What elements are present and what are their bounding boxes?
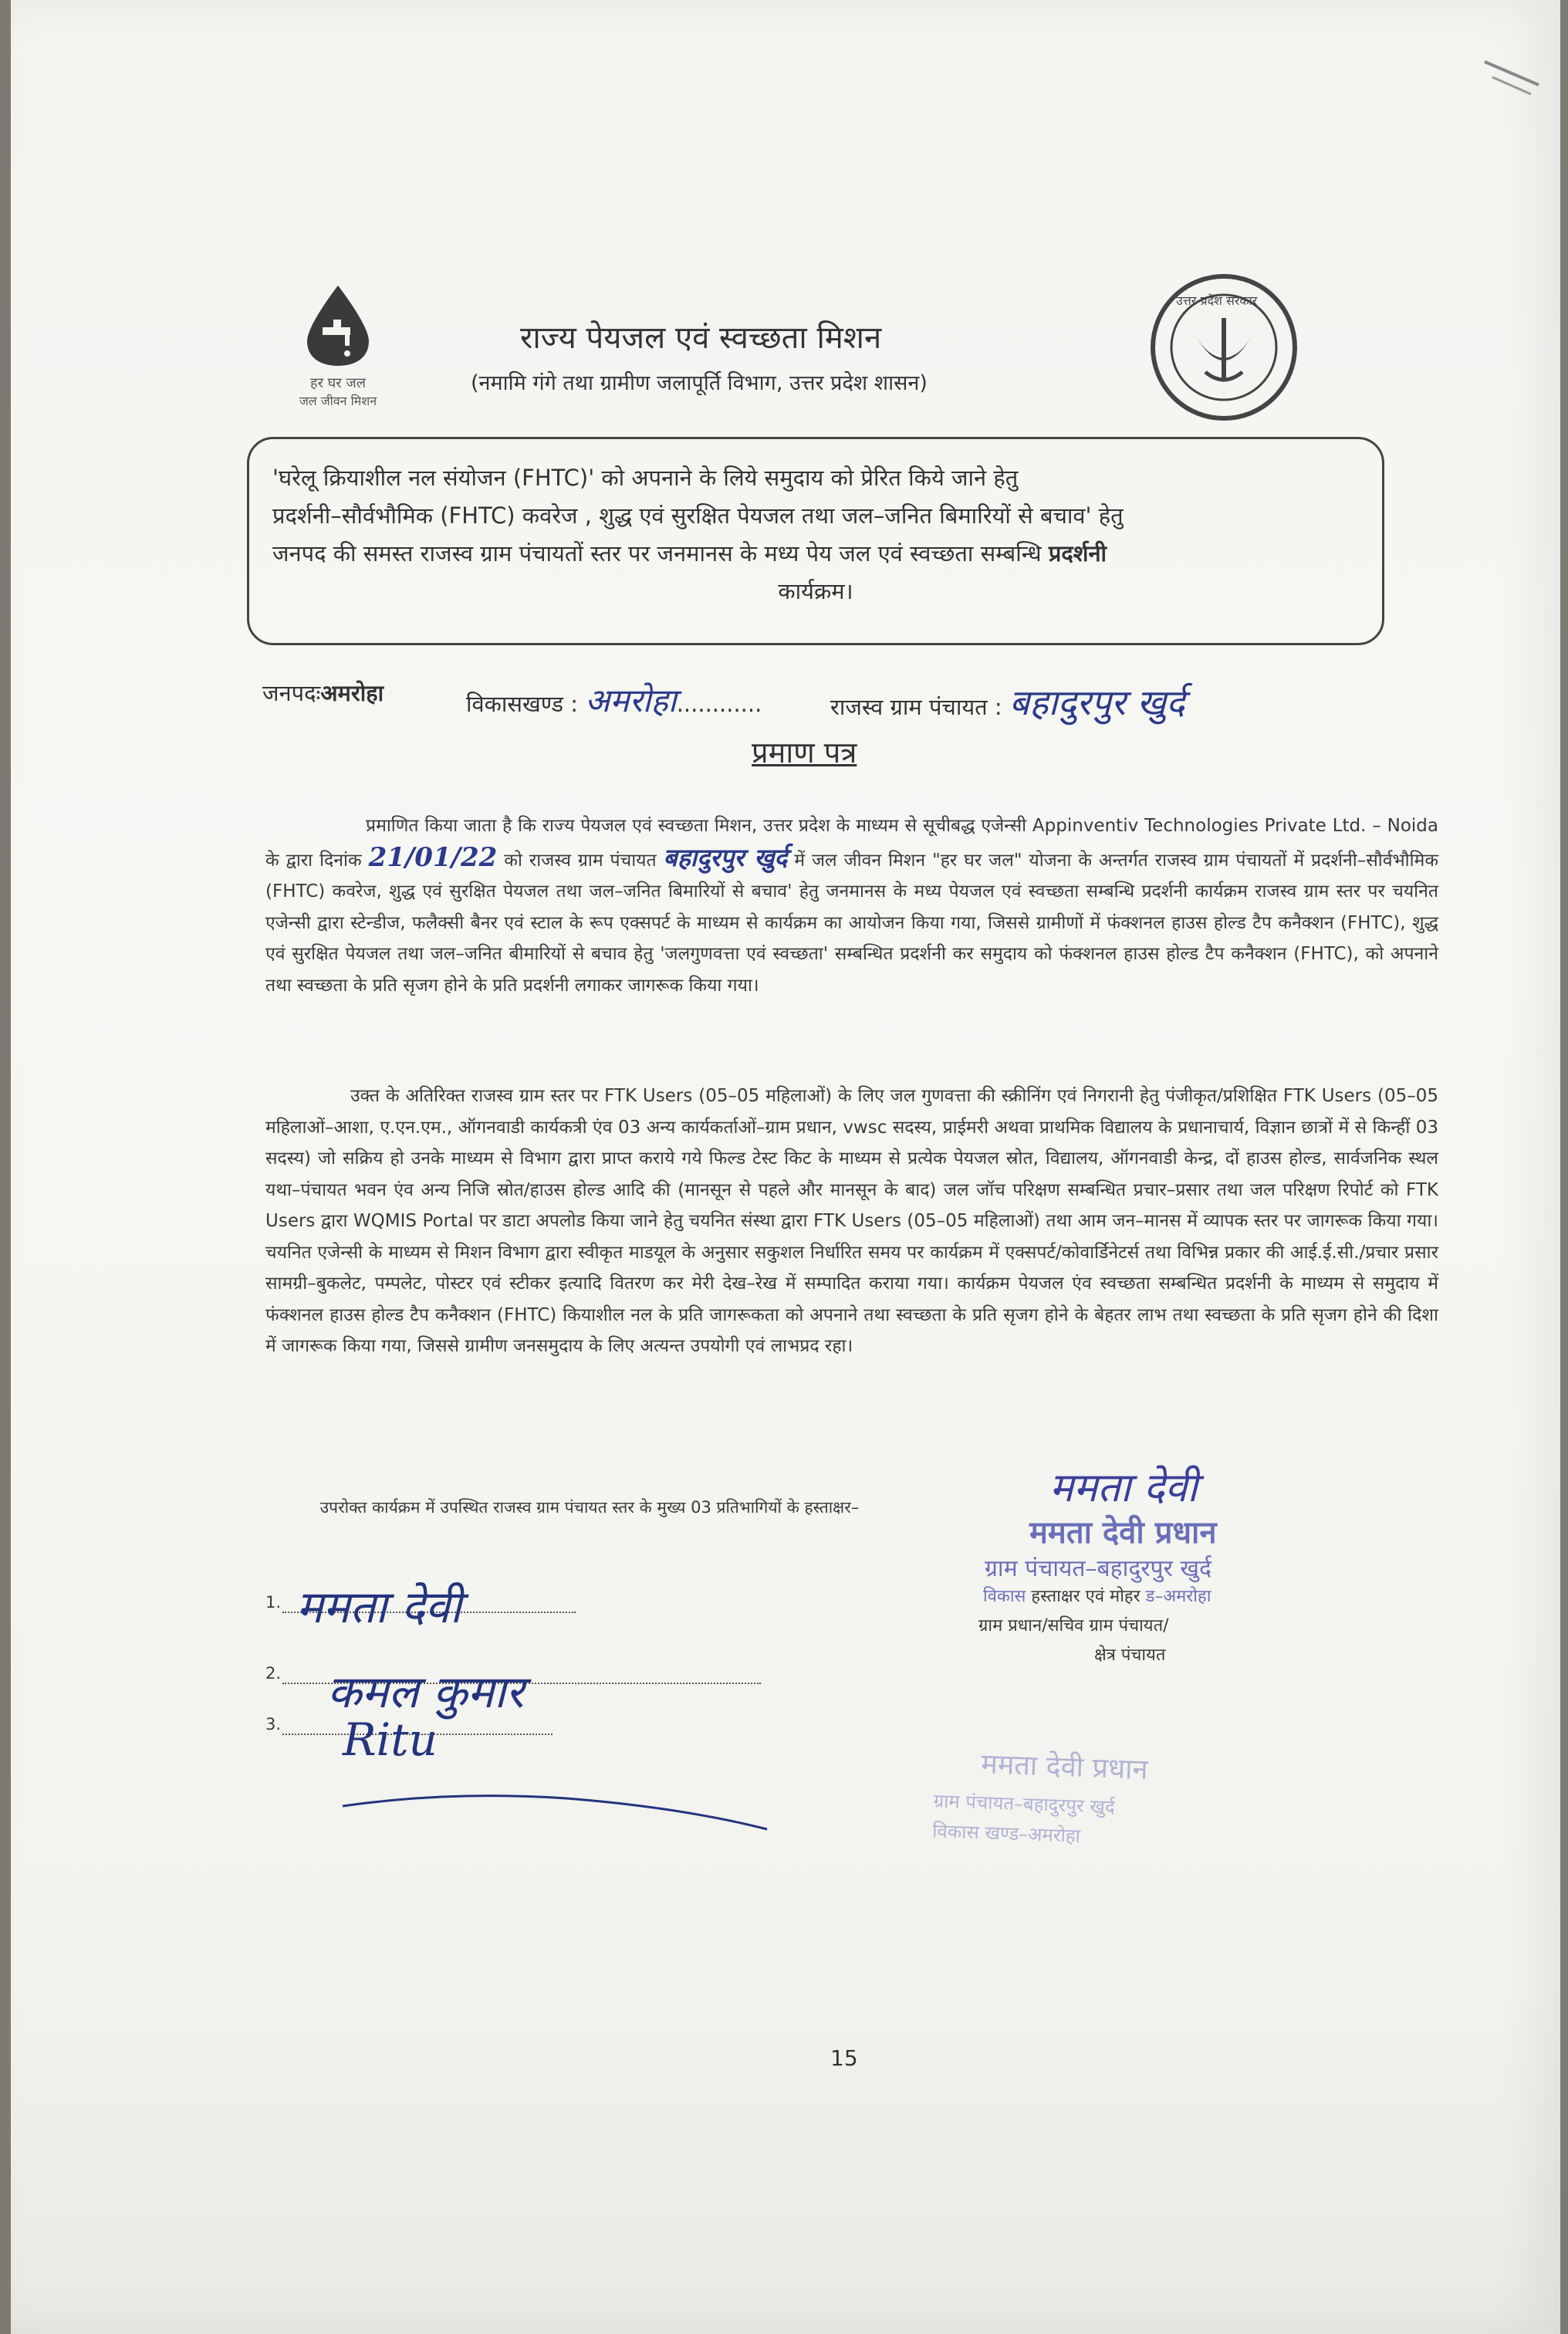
block-field [466,678,762,722]
page-number: 15 [830,2045,858,2071]
banner-line-2: प्रदर्शनी–सौर्वभौमिक (FHTC) कवरेज , शुद्ध एवं सुरक्षित पेयजल तथा जल–जनित बिमारियों से बचाव' हेतु [272,502,1124,529]
signatory-handwritten-name: ममता देवी [1049,1465,1198,1511]
banner-line-3 [272,535,1359,573]
stamp-line-name: ममता देवी प्रधान [1029,1514,1217,1551]
up-government-emblem [1148,272,1299,423]
page-title: राज्य पेयजल एवं स्वच्छता मिशन [520,320,882,356]
panchayat-field [830,678,1184,726]
signatory-area: क्षेत्र पंचायत [1094,1646,1166,1665]
certificate-title: प्रमाण पत्र [752,736,857,770]
para1-text-c: में जल जीवन मिशन "हर घर जल" योजना के अन्तर्गत राजस्व ग्राम पंचायतों में प्रदर्शनी–सौर्वभौमिक (FHTC) कवरेज, शुद्ध एवं सुरक्षित पेयजल तथा जल–जनित बिमारियों से बचाव' हेतु जनमानस के मध्य पेयजल एवं स्वच्छता सम्बन्धि प्रदर्शनी कार्यक्रम राजस्व ग्राम स्तर पर चयनित एजेन्सी द्वारा स्टेन्डीज, फलैक्सी बैनर एवं स्टाल के रूप एक्सपर्ट के माध्यम से कार्यक्रम का आयोजन किया गया, जिससे ग्रामीणों में फंक्शनल हाउस होल्ड टैप कनैक्शन (FHTC), शुद्ध एवं सुरक्षित पेयजल तथा जल–जनित बीमारियों से बचाव हेतु 'जलगुणवत्ता एवं स्वच्छता' सम्बन्धित प्रदर्शनी कर समुदाय को फंक्शनल हाउस होल्ड टैप कनैक्शन (FHTC), को अपनाने तथा स्वच्छता के प्रति सृजग होने के प्रति प्रदर्शनी लगाकर जागरूक किया गया। [265,850,1439,996]
para1-text-b: को राजस्व ग्राम पंचायत [504,850,657,871]
participant-signature-2: कमल कुमार [327,1666,524,1718]
staple-mark [1477,54,1546,100]
district-value: अमरोहा [320,680,384,706]
signatory-role: ग्राम प्रधान/सचिव ग्राम पंचायत/ [978,1616,1169,1635]
banner-line-1: 'घरेलू क्रियाशील नल संयोजन (FHTC)' को अपनाने के लिये समुदाय को प्रेरित किये जाने हेतु [272,465,1019,491]
district-field [262,678,384,708]
block-value-handwritten: अमरोहा [585,682,677,719]
participant-signature-1: ममता देवी [296,1581,461,1633]
faded-stamp-line-1: ममता देवी प्रधान [980,1748,1149,1786]
emblem-text: उत्तर प्रदेश सरकार [1176,293,1258,308]
district-label: जनपदः [262,680,321,706]
banner-line-3-text: जनपद की समस्त राजस्व ग्राम पंचायतों स्तर पर जनमानस के मध्य पेय जल एवं स्वच्छता सम्बन्धि [272,540,1049,567]
logo-text: हर घर जल [310,375,366,391]
participant-number-2: 2. [265,1664,282,1683]
para1-text-a: प्रमाणित किया जाता है कि राज्य पेयजल एवं स्वच्छता मिशन, उत्तर प्रदेश के माध्यम से सूचीबद्ध एजेन्सी Appinventiv Technologies Private Ltd. – Noida के द्वारा दिनांक [265,816,1438,871]
certificate-paragraph-2: उक्त के अतिरिक्त राजस्व ग्राम स्तर पर FTK Users (05–05 महिलाओं) के लिए जल गुणवत्ता की स्क्रीनिंग एवं निगरानी हेतु पंजीकृत/प्रशिक्षित FTK Users (05–05 महिलाओं–आशा, ए.एन.एम., ऑगनवाडी कार्यकत्री एंव 03 अन्य कार्यकर्ताओं–ग्राम प्रधान, vwsc सदस्य, प्राईमरी अथवा प्राथमिक विद्यालय के प्रधानाचार्य, विज्ञान छात्रों में से किन्हीं 03 सदस्य) जो सक्रिय हो उनके माध्यम से विभाग द्वारा प्राप्त कराये गये फिल्ड टेस्ट किट के माध्यम से प्रत्येक पेयजल स्रोत, विद्यालय, ऑगनवाडी केन्द्र, दों हाउस होल्ड, सार्वजनिक स्थल यथा–पंचायत भवन एंव अन्य निजि स्रोत/हाउस होल्ड आदि की (मानसून से पहले और मानसून के बाद) जल जॉच परिक्षण सम्बन्धित प्रचार–प्रसार तथा जल परिक्षण रिपोर्ट को FTK Users द्वारा WQMIS Portal पर डाटा अपलोड किया जाने हेतु चयनित संस्था द्वारा FTK Users (05–05 महिलाओं) तथा आम जन–मानस में व्यापक स्तर पर जागरूक किया गया। चयनित एजेन्सी के माध्यम से मिशन विभाग द्वारा स्वीकृत माडयूल के अनुसार सकुशल निर्धारित समय पर कार्यक्रम में एक्सपर्ट/कोवार्डिनेटर्स तथा विभिन्न प्रकार की आई.ई.सी./प्रचार प्रसार सामग्री–बुकलेट, पम्पलेट, पोस्टर एवं स्टीकर इत्यादि वितरण कर मेरी देख–रेख में सम्पादित कराया गया। कार्यक्रम पेयजल एंव स्वच्छता सम्बन्धित प्रदर्शनी के माध्यम से समुदाय में फंक्शनल हाउस होल्ड टैप कनैक्शन (FHTC) कियाशील नल के प्रति जागरूकता को अपनाने तथा स्वच्छता के प्रति सृजग होने के बेहतर लाभ तथा स्वच्छता के प्रति सृजग होने की दिशा में जागरूक किया गया, जिससे ग्रामीण जनसमुदाय के लिए अत्यन्त उपयोगी एवं लाभप्रद रहा। [265,1086,1438,1356]
banner-line-3-bold: प्रदर्शनी [1048,540,1107,567]
panchayat-handwritten: बहादुरपुर खुर्द [663,842,788,872]
panchayat-label: राजस्व ग्राम पंचायत : [830,694,1002,720]
participants-heading: उपरोक्त कार्यक्रम में उपस्थित राजस्व ग्राम पंचायत स्तर के मुख्य 03 प्रतिभागियों के हस्ताक्षर– [319,1498,860,1517]
signature-seal-label [983,1584,1211,1607]
document-page [11,0,1560,2334]
faded-stamp-line-3: विकास खण्ड–अमरोहा [931,1820,1081,1847]
signature-underline-stroke [335,1775,798,1837]
page-subtitle: (नमामि गंगे तथा ग्रामीण जलापूर्ति विभाग, उत्तर प्रदेश शासन) [471,371,928,395]
signature-seal-text: हस्ताक्षर एवं मोहर [1031,1587,1141,1606]
participant-number-1: 1. [265,1593,282,1612]
certificate-paragraph-1 [265,810,1438,1001]
program-banner [247,437,1384,645]
block-dots: ............ [676,691,762,717]
participant-signature-3: Ritu [343,1713,438,1766]
water-drop-icon [284,282,392,367]
har-ghar-jal-logo [284,282,392,414]
logo-subtext: जल जीवन मिशन [299,394,377,408]
faded-stamp [932,1742,1149,1851]
stamp-line-panchayat: ग्राम पंचायत–बहादुरपुर खुर्द [985,1555,1211,1582]
panchayat-value-handwritten: बहादुरपुर खुर्द [1009,682,1185,723]
block-label: विकासखण्ड : [466,691,579,717]
stamp-prefix: विकास [983,1587,1026,1606]
stamp-partial: ड–अमरोहा [1145,1587,1211,1606]
banner-line-4: कार्यक्रम। [778,578,853,604]
participant-number-3: 3. [265,1715,282,1734]
faded-stamp-line-2: ग्राम पंचायत–बहादुरपुर खुर्द [933,1790,1116,1818]
date-handwritten: 21/01/22 [368,841,498,873]
